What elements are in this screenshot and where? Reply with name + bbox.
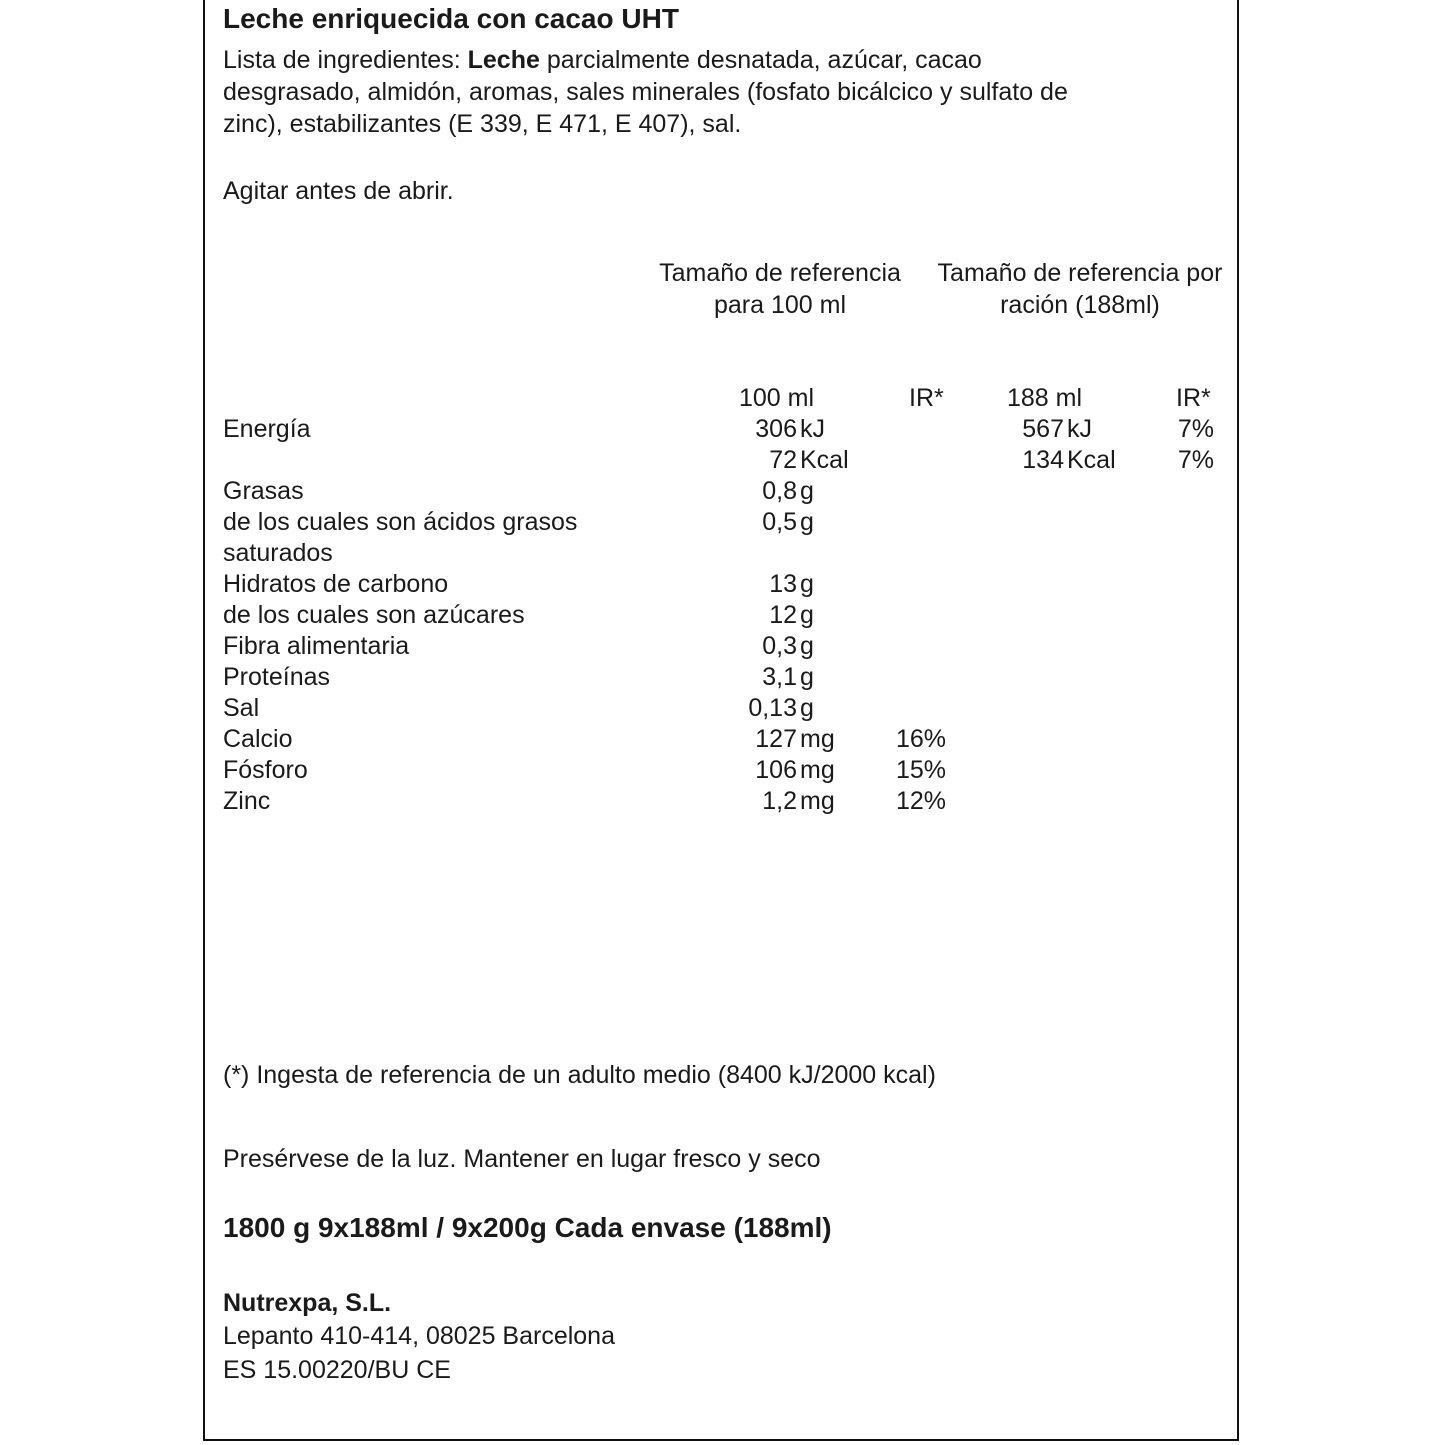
nutrient-label: Proteínas bbox=[223, 663, 331, 691]
value-100ml: 0,3 bbox=[762, 632, 797, 660]
nutrient-label: Grasas bbox=[223, 477, 304, 505]
nutrient-label: saturados bbox=[223, 539, 333, 567]
unit-100ml: g bbox=[800, 477, 814, 505]
value-100ml: 0,5 bbox=[762, 508, 797, 536]
ingredients-prefix: Lista de ingredientes: bbox=[223, 46, 468, 74]
ir-100ml: 12% bbox=[895, 787, 946, 815]
value-100ml: 127 bbox=[755, 725, 797, 753]
company-address: Lepanto 410-414, 08025 Barcelona bbox=[223, 1322, 615, 1350]
unit-100ml: g bbox=[800, 694, 814, 722]
column-188ml: 188 ml bbox=[1007, 384, 1083, 412]
unit-100ml: Kcal bbox=[800, 446, 849, 474]
ingredients-line-3: zinc), estabilizantes (E 339, E 471, E 407), sal. bbox=[223, 110, 742, 138]
unit-100ml: mg bbox=[800, 756, 835, 784]
unit-188ml: Kcal bbox=[1067, 446, 1116, 474]
value-100ml: 306 bbox=[755, 415, 797, 443]
product-title: Leche enriquecida con cacao UHT bbox=[223, 3, 679, 34]
value-100ml: 72 bbox=[769, 446, 797, 474]
unit-100ml: kJ bbox=[800, 415, 825, 443]
ingredients-line-2: desgrasado, almidón, aromas, sales minerales (fosfato bicálcico y sulfato de bbox=[223, 78, 1068, 106]
value-100ml: 106 bbox=[755, 756, 797, 784]
nutrient-label: Sal bbox=[223, 694, 260, 722]
column-ir-188ml: IR* bbox=[1176, 384, 1211, 412]
value-100ml: 0,8 bbox=[762, 477, 797, 505]
value-100ml: 3,1 bbox=[762, 663, 797, 691]
nutrient-label: Energía bbox=[223, 415, 311, 443]
value-100ml: 1,2 bbox=[762, 787, 797, 815]
instruction-text: Agitar antes de abrir. bbox=[223, 177, 454, 205]
value-100ml: 13 bbox=[769, 570, 797, 598]
value-100ml: 12 bbox=[769, 601, 797, 629]
header-100ml-line-1: Tamaño de referencia bbox=[659, 259, 901, 287]
ir-188ml: 7% bbox=[1177, 415, 1214, 443]
ingredients-line1-rest: parcialmente desnatada, azúcar, cacao bbox=[539, 46, 982, 74]
ingredients-bold-allergen: Leche bbox=[467, 46, 540, 74]
unit-100ml: g bbox=[800, 570, 814, 598]
nutrient-label: Zinc bbox=[223, 787, 271, 815]
value-100ml: 0,13 bbox=[748, 694, 797, 722]
column-ir-100ml: IR* bbox=[909, 384, 944, 412]
nutrient-label: Hidratos de carbono bbox=[223, 570, 449, 598]
net-content: 1800 g 9x188ml / 9x200g Cada envase (188ml) bbox=[223, 1212, 832, 1243]
header-100ml-line-2: para 100 ml bbox=[713, 291, 847, 319]
unit-100ml: g bbox=[800, 663, 814, 691]
ir-188ml: 7% bbox=[1177, 446, 1214, 474]
unit-100ml: g bbox=[800, 601, 814, 629]
unit-100ml: mg bbox=[800, 725, 835, 753]
unit-100ml: g bbox=[800, 508, 814, 536]
footnote-text: (*) Ingesta de referencia de un adulto medio (8400 kJ/2000 kcal) bbox=[223, 1061, 936, 1089]
nutrient-label: Fósforo bbox=[223, 756, 308, 784]
ingredients-line-1 bbox=[223, 45, 982, 76]
storage-text: Presérvese de la luz. Mantener en lugar fresco y seco bbox=[223, 1145, 821, 1173]
header-ration-line-1: Tamaño de referencia por bbox=[937, 259, 1223, 287]
company-name: Nutrexpa, S.L. bbox=[223, 1289, 392, 1317]
company-registry: ES 15.00220/BU CE bbox=[223, 1356, 451, 1384]
unit-100ml: g bbox=[800, 632, 814, 660]
nutrient-label: de los cuales son azúcares bbox=[223, 601, 525, 629]
header-ration-line-2: ración (188ml) bbox=[1000, 291, 1160, 319]
ir-100ml: 16% bbox=[895, 725, 946, 753]
nutrient-label: de los cuales son ácidos grasos bbox=[223, 508, 578, 536]
column-100ml: 100 ml bbox=[739, 384, 815, 412]
value-188ml: 567 bbox=[1022, 415, 1064, 443]
unit-188ml: kJ bbox=[1067, 415, 1092, 443]
nutrient-label: Fibra alimentaria bbox=[223, 632, 410, 660]
ir-100ml: 15% bbox=[895, 756, 946, 784]
nutrient-label: Calcio bbox=[223, 725, 293, 753]
value-188ml: 134 bbox=[1022, 446, 1064, 474]
unit-100ml: mg bbox=[800, 787, 835, 815]
